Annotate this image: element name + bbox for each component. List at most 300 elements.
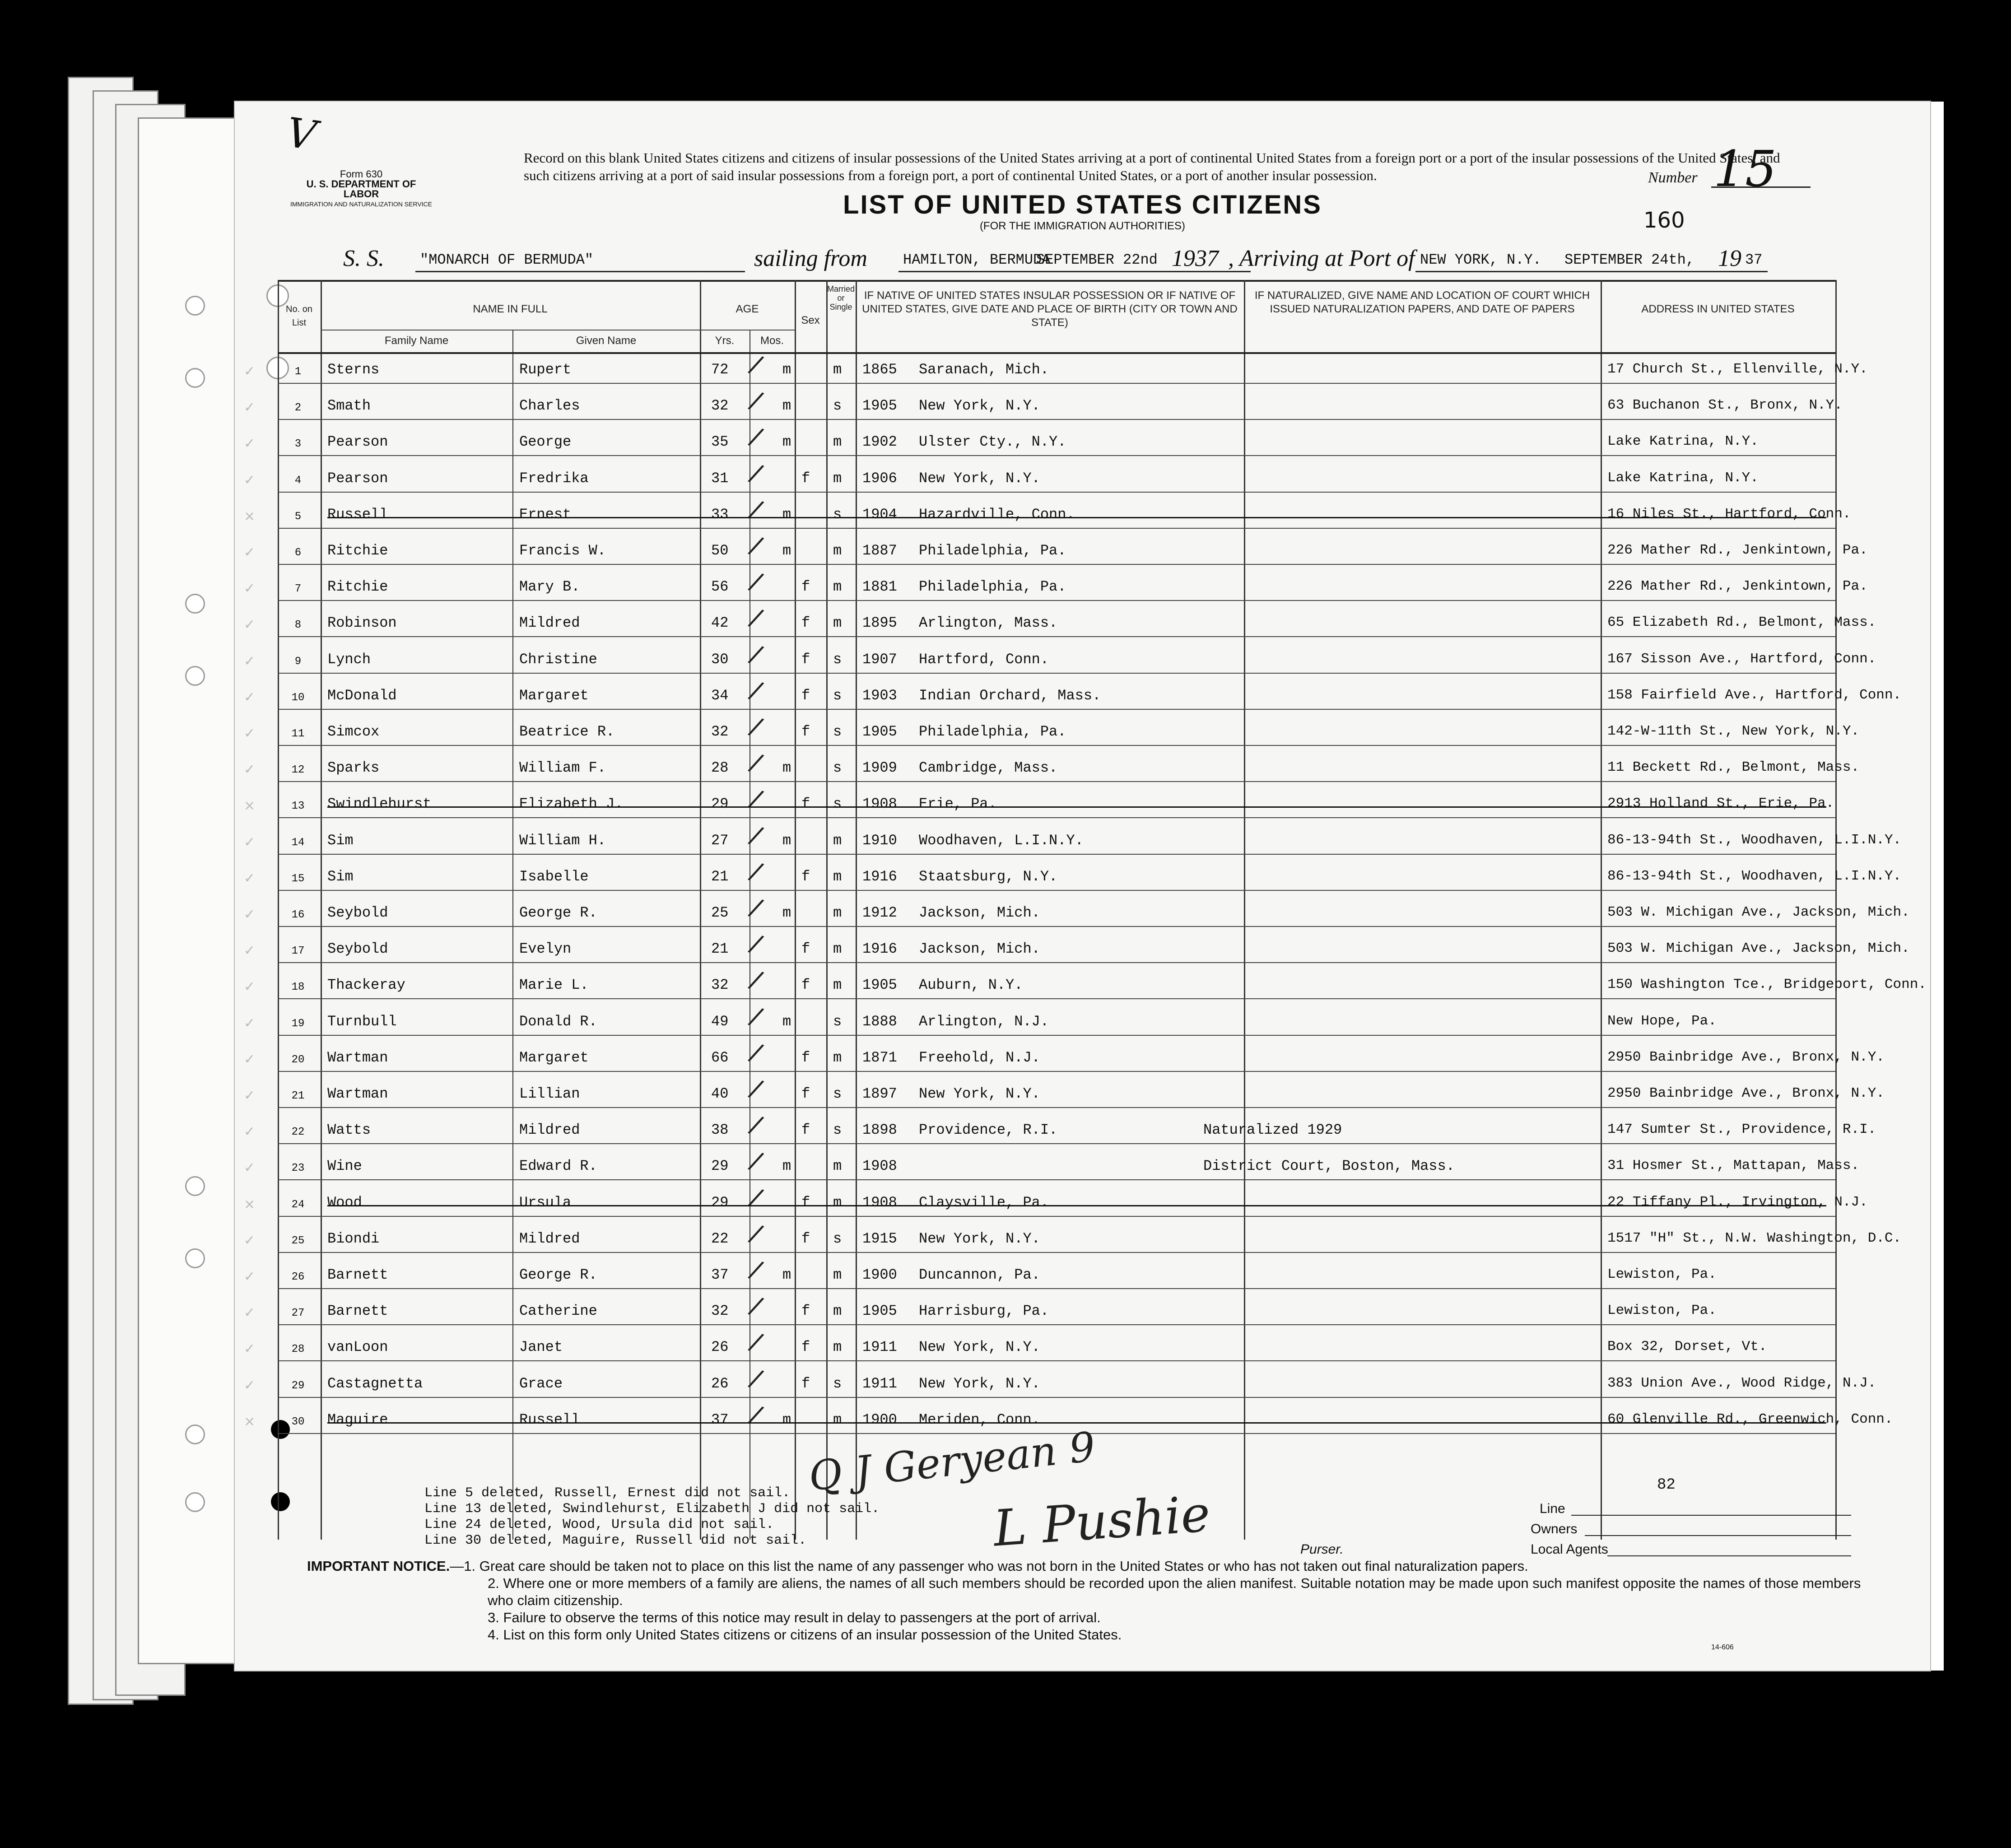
family-name: Castagnetta xyxy=(327,1375,423,1392)
given-name: Ursula xyxy=(519,1194,572,1211)
birth-year: 1902 xyxy=(862,433,897,451)
family-name: Wine xyxy=(327,1158,362,1175)
birth-place: Ulster Cty., N.Y. xyxy=(919,433,1066,451)
col-divider xyxy=(856,280,857,1540)
family-name: Pearson xyxy=(327,433,388,451)
check-mark-icon: / xyxy=(746,893,766,923)
birth-place: Freehold, N.J. xyxy=(919,1049,1040,1066)
marital-status: s xyxy=(833,1375,842,1392)
row-number: 30 xyxy=(291,1415,305,1428)
family-name: Thackeray xyxy=(327,977,405,994)
family-name: vanLoon xyxy=(327,1339,388,1356)
us-address: 503 W. Michigan Ave., Jackson, Mich. xyxy=(1607,904,1910,920)
sex: f xyxy=(801,1339,810,1356)
form-number: Form 630 xyxy=(340,168,383,180)
row-number: 26 xyxy=(291,1271,305,1283)
us-address: 167 Sisson Ave., Hartford, Conn. xyxy=(1607,651,1876,667)
row-rule xyxy=(278,1179,1835,1180)
department-name: U. S. DEPARTMENT OF LABOR xyxy=(306,178,416,200)
given-name: Marie L. xyxy=(519,977,589,994)
birth-year: 1908 xyxy=(862,1158,897,1175)
line-label: Line xyxy=(1540,1501,1565,1516)
birth-place: Arlington, Mass. xyxy=(919,614,1058,632)
margin-tick-icon: ✓ xyxy=(244,689,256,705)
arrival-year-prefix: 19 xyxy=(1718,246,1741,271)
check-mark-icon: / xyxy=(746,1399,766,1430)
sex: f xyxy=(801,1230,810,1247)
sex: f xyxy=(801,1049,810,1066)
sex: f xyxy=(801,1303,810,1320)
ss-label: S. S. xyxy=(343,246,384,271)
us-address: 17 Church St., Ellenville, N.Y. xyxy=(1607,361,1868,377)
row-number: 19 xyxy=(291,1017,305,1030)
page-subtitle: (FOR THE IMMIGRATION AUTHORITIES) xyxy=(979,220,1186,232)
birth-year: 1916 xyxy=(862,868,897,885)
check-mark-icon: / xyxy=(746,1182,766,1213)
row-number: 11 xyxy=(291,728,305,740)
given-name: Ernest xyxy=(519,506,572,523)
age-years: 32 xyxy=(711,723,729,740)
family-name: Biondi xyxy=(327,1230,380,1247)
agents-underline xyxy=(1607,1555,1851,1556)
birth-place: Jackson, Mich. xyxy=(919,940,1040,958)
us-address: 11 Beckett Rd., Belmont, Mass. xyxy=(1607,759,1860,776)
marital-status: m xyxy=(833,433,842,451)
age-years: 40 xyxy=(711,1085,729,1102)
row-number: 21 xyxy=(291,1090,305,1102)
margin-tick-icon: ✓ xyxy=(244,472,256,488)
marital-status: s xyxy=(833,723,842,740)
birth-year: 1905 xyxy=(862,723,897,740)
row-number: 2 xyxy=(294,402,302,414)
birth-year: 1911 xyxy=(862,1339,897,1356)
us-address: 2950 Bainbridge Ave., Bronx, N.Y. xyxy=(1607,1049,1885,1065)
family-name: Sim xyxy=(327,832,354,849)
margin-tick-icon: × xyxy=(244,1413,256,1429)
check-mark-icon: / xyxy=(746,1327,766,1358)
family-name: Wood xyxy=(327,1194,362,1211)
margin-tick-icon: ✓ xyxy=(244,400,256,416)
age-years: 42 xyxy=(711,614,729,632)
birth-year: 1895 xyxy=(862,614,897,632)
birth-place: Meriden, Conn. xyxy=(919,1411,1040,1428)
given-name: Margaret xyxy=(519,687,589,704)
header-birth: IF NATIVE OF UNITED STATES INSULAR POSSESSION OR IF NATIVE OF UNITED STATES, GIVE DATE AND PLACE OF BIRTH (CITY OR TOWN AND STATE) xyxy=(862,289,1238,329)
family-name: Russell xyxy=(327,506,388,523)
marital-status: m xyxy=(833,1303,842,1320)
age-years: 32 xyxy=(711,397,729,414)
row-rule xyxy=(278,600,1835,601)
row-rule xyxy=(278,492,1835,493)
notice-3: 3. Failure to observe the terms of this notice may result in delay to passengers at the port of arrival. xyxy=(488,1610,1101,1625)
age-years: 29 xyxy=(711,1194,729,1211)
age-years: 25 xyxy=(711,904,729,921)
birth-place: Cambridge, Mass. xyxy=(919,759,1058,777)
check-mark-icon: / xyxy=(746,675,766,706)
birth-place: Saranach, Mich. xyxy=(919,361,1049,378)
birth-year: 1905 xyxy=(862,977,897,994)
margin-tick-icon: ✓ xyxy=(244,1341,256,1357)
check-mark-icon: / xyxy=(746,1363,766,1394)
row-rule xyxy=(278,1216,1835,1217)
us-address: 2950 Bainbridge Ave., Bronx, N.Y. xyxy=(1607,1085,1885,1101)
family-name: Swindlehurst xyxy=(327,796,432,813)
margin-tick-icon: ✓ xyxy=(244,1124,256,1140)
marital-status: s xyxy=(833,759,842,777)
age-years: 38 xyxy=(711,1122,729,1139)
ship-name: "MONARCH OF BERMUDA" xyxy=(420,251,594,268)
sex: m xyxy=(782,904,791,921)
row-rule xyxy=(278,926,1835,927)
margin-tick-icon: ✓ xyxy=(244,1015,256,1031)
birth-place: New York, N.Y. xyxy=(919,470,1040,487)
birth-year: 1908 xyxy=(862,1194,897,1211)
given-name: Grace xyxy=(519,1375,563,1392)
row-number: 5 xyxy=(294,510,302,523)
us-address: 503 W. Michigan Ave., Jackson, Mich. xyxy=(1607,940,1910,957)
row-rule xyxy=(278,1252,1835,1253)
margin-tick-icon: × xyxy=(244,1196,256,1212)
col-divider xyxy=(826,280,828,1540)
birth-year: 1898 xyxy=(862,1122,897,1139)
sex: m xyxy=(782,1266,791,1283)
notice-1 xyxy=(307,1558,1883,1575)
age-years: 31 xyxy=(711,470,729,487)
age-years: 49 xyxy=(711,1013,729,1030)
birth-place: New York, N.Y. xyxy=(919,1339,1040,1356)
purser-label: Purser. xyxy=(1300,1542,1344,1557)
margin-tick-icon: ✓ xyxy=(244,1232,256,1248)
age-years: 30 xyxy=(711,651,729,668)
row-number: 25 xyxy=(291,1234,305,1247)
marital-status: m xyxy=(833,1158,842,1175)
notice-4: 4. List on this form only United States citizens or citizens of an insular possession of the United States. xyxy=(488,1627,1122,1643)
family-name: Sim xyxy=(327,868,354,885)
margin-tick-icon: ✓ xyxy=(244,1305,256,1321)
col-divider xyxy=(795,280,796,1540)
margin-tick-icon: ✓ xyxy=(244,943,256,959)
birth-year: 1900 xyxy=(862,1266,897,1283)
col-divider xyxy=(321,280,322,1540)
birth-year: 1916 xyxy=(862,940,897,958)
birth-place: New York, N.Y. xyxy=(919,1375,1040,1392)
header-sex: Sex xyxy=(801,314,820,326)
row-rule xyxy=(278,1288,1835,1289)
row-rule xyxy=(278,854,1835,855)
us-address: New Hope, Pa. xyxy=(1607,1013,1717,1029)
binder-hole xyxy=(185,594,205,614)
row-number: 8 xyxy=(294,619,302,632)
margin-tick-icon: ✓ xyxy=(244,979,256,995)
birth-year: 1904 xyxy=(862,506,897,523)
sex: f xyxy=(801,723,810,740)
age-years: 29 xyxy=(711,796,729,813)
birth-year: 1900 xyxy=(862,1411,897,1428)
marital-status: s xyxy=(833,397,842,414)
sex: m xyxy=(782,1013,791,1030)
check-mark-icon: / xyxy=(746,1001,766,1032)
family-name: Wartman xyxy=(327,1085,388,1102)
purser-signature: L Pushie xyxy=(992,1485,1212,1558)
given-name: Margaret xyxy=(519,1049,589,1066)
check-mark-icon: / xyxy=(746,820,766,851)
sex: m xyxy=(782,506,791,523)
marital-status: m xyxy=(833,542,842,559)
family-name: Simcox xyxy=(327,723,380,740)
given-name: Elizabeth J. xyxy=(519,796,624,813)
row-number: 24 xyxy=(291,1198,305,1211)
margin-tick-icon: ✓ xyxy=(244,1088,256,1103)
row-number: 17 xyxy=(291,945,305,958)
given-name: Mildred xyxy=(519,614,580,632)
row-number: 27 xyxy=(291,1307,305,1320)
number-label: Number xyxy=(1648,169,1698,186)
strike-through-line xyxy=(327,1205,1826,1206)
birth-place: Jackson, Mich. xyxy=(919,904,1040,921)
marital-status: s xyxy=(833,506,842,523)
marital-status: m xyxy=(833,361,842,378)
service-name: IMMIGRATION AND NATURALIZATION SERVICE xyxy=(290,200,432,208)
birth-place: Providence, R.I. xyxy=(919,1122,1058,1139)
birth-year: 1908 xyxy=(862,796,897,813)
margin-tick-icon: ✓ xyxy=(244,762,256,778)
family-name: Barnett xyxy=(327,1266,388,1283)
birth-place: Arlington, N.J. xyxy=(919,1013,1049,1030)
row-rule xyxy=(278,673,1835,674)
owners-underline xyxy=(1585,1535,1851,1536)
given-name: William H. xyxy=(519,832,606,849)
marital-status: s xyxy=(833,1085,842,1102)
family-name: Maguire xyxy=(327,1411,388,1428)
row-number: 28 xyxy=(291,1343,305,1356)
passenger-table xyxy=(244,280,1927,1540)
row-rule xyxy=(278,383,1835,384)
margin-tick-icon: ✓ xyxy=(244,653,256,669)
age-years: 26 xyxy=(711,1375,729,1392)
family-name: Smath xyxy=(327,397,371,414)
birth-year: 1897 xyxy=(862,1085,897,1102)
birth-year: 1907 xyxy=(862,651,897,668)
birth-place: New York, N.Y. xyxy=(919,397,1040,414)
us-address: 22 Tiffany Pl., Irvington, N.J. xyxy=(1607,1194,1868,1210)
binder-hole xyxy=(185,368,205,388)
margin-tick-icon: ✓ xyxy=(244,870,256,886)
check-mark-icon: / xyxy=(746,1218,766,1249)
row-rule xyxy=(278,745,1835,746)
check-mark-icon: / xyxy=(746,531,766,561)
marital-status: s xyxy=(833,1230,842,1247)
check-mark-icon: / xyxy=(746,784,766,815)
sex: m xyxy=(782,433,791,451)
given-name: George R. xyxy=(519,904,597,921)
us-address: 86-13-94th St., Woodhaven, L.I.N.Y. xyxy=(1607,832,1902,848)
binder-hole xyxy=(185,666,205,686)
marital-status: m xyxy=(833,977,842,994)
given-name: Mildred xyxy=(519,1122,580,1139)
row-number: 15 xyxy=(291,872,305,885)
given-name: Isabelle xyxy=(519,868,589,885)
given-name: William F. xyxy=(519,759,606,777)
binder-hole xyxy=(185,1248,205,1268)
us-address: 150 Washington Tce., Bridgeport, Conn. xyxy=(1607,977,1927,993)
birth-year: 1865 xyxy=(862,361,897,378)
birth-place: Philadelphia, Pa. xyxy=(919,723,1066,740)
given-name: Charles xyxy=(519,397,580,414)
check-mark-icon: / xyxy=(746,1110,766,1140)
us-address: Box 32, Dorset, Vt. xyxy=(1607,1339,1767,1355)
row-number: 20 xyxy=(291,1053,305,1066)
row-rule xyxy=(278,998,1835,999)
marital-status: s xyxy=(833,687,842,704)
age-years: 28 xyxy=(711,759,729,777)
sex: f xyxy=(801,1375,810,1392)
important-label: IMPORTANT NOTICE. xyxy=(307,1558,450,1574)
given-name: Rupert xyxy=(519,361,572,378)
col-divider xyxy=(1601,280,1602,1540)
row-number: 29 xyxy=(291,1379,305,1392)
sailing-date: SEPTEMBER 22nd xyxy=(1036,251,1158,268)
family-name: Pearson xyxy=(327,470,388,487)
age-years: 56 xyxy=(711,578,729,596)
margin-tick-icon: ✓ xyxy=(244,1051,256,1067)
family-name: Ritchie xyxy=(327,542,388,559)
sex: m xyxy=(782,542,791,559)
age-years: 21 xyxy=(711,868,729,885)
check-mark-icon: / xyxy=(746,856,766,887)
family-name: Ritchie xyxy=(327,578,388,596)
us-address: Lake Katrina, N.Y. xyxy=(1607,433,1759,450)
given-name: George R. xyxy=(519,1266,597,1283)
sailing-from-port: HAMILTON, BERMUDA xyxy=(903,251,1051,268)
number-underline xyxy=(1711,186,1811,188)
row-number: 3 xyxy=(294,438,302,451)
us-address: Lewiston, Pa. xyxy=(1607,1266,1717,1282)
margin-tick-icon: ✓ xyxy=(244,1269,256,1285)
marital-status: s xyxy=(833,1013,842,1030)
row-rule xyxy=(278,1324,1835,1325)
owners-label: Owners xyxy=(1531,1522,1578,1536)
marital-status: m xyxy=(833,1049,842,1066)
birth-place: Hazardville, Conn. xyxy=(919,506,1075,523)
margin-tick-icon: ✓ xyxy=(244,1377,256,1393)
us-address: Lewiston, Pa. xyxy=(1607,1303,1717,1319)
stamp-number: 82 xyxy=(1657,1476,1676,1494)
given-name: Donald R. xyxy=(519,1013,597,1030)
margin-tick-icon: ✓ xyxy=(244,581,256,597)
us-address: 16 Niles St., Hartford, Conn. xyxy=(1607,506,1851,522)
sex: m xyxy=(782,1411,791,1428)
handwritten-signature: Q J Geryean 9 xyxy=(806,1423,1098,1500)
row-rule xyxy=(278,455,1835,456)
header-mos: Mos. xyxy=(760,335,784,347)
birth-place: Erie, Pa. xyxy=(919,796,997,813)
margin-tick-icon: ✓ xyxy=(244,363,256,379)
birth-year: 1906 xyxy=(862,470,897,487)
marital-status: m xyxy=(833,1339,842,1356)
sex: m xyxy=(782,397,791,414)
row-rule xyxy=(278,1360,1835,1361)
header-naturalized: IF NATURALIZED, GIVE NAME AND LOCATION OF COURT WHICH ISSUED NATURALIZATION PAPERS, AND DATE OF PAPERS xyxy=(1254,289,1590,315)
family-name: Sparks xyxy=(327,759,380,777)
important-notice xyxy=(307,1558,1883,1643)
col-divider xyxy=(700,280,701,1540)
margin-tick-icon: ✓ xyxy=(244,834,256,850)
check-mark-icon: / xyxy=(746,386,766,416)
row-number: 12 xyxy=(291,764,305,777)
us-address: 142-W-11th St., New York, N.Y. xyxy=(1607,723,1860,739)
margin-tick-icon: × xyxy=(244,798,256,814)
us-address: Lake Katrina, N.Y. xyxy=(1607,470,1759,486)
birth-year: 1911 xyxy=(862,1375,897,1392)
deletion-note: Line 30 deleted, Maguire, Russell did not sail. xyxy=(424,1533,807,1548)
record-instructions: Record on this blank United States citizens and citizens of insular possessions of the United States arriving at a port of continental United States from a foreign port or a port of the insular possessions of the United States, and such citizens arriving at a port of said insular possessions from a foreign port, a port of continental United States, or a port of another insular possession. xyxy=(524,150,1780,183)
sailing-year: 1937 xyxy=(1172,246,1219,271)
age-years: 22 xyxy=(711,1230,729,1247)
margin-tick-icon: ✓ xyxy=(244,1160,256,1176)
sex: f xyxy=(801,578,810,596)
arrival-year: 37 xyxy=(1745,251,1763,268)
marital-status: m xyxy=(833,578,842,596)
birth-place: Harrisburg, Pa. xyxy=(919,1303,1049,1320)
naturalization: District Court, Boston, Mass. xyxy=(1203,1158,1455,1175)
arriving-label: , Arriving at Port of xyxy=(1228,246,1415,271)
row-number: 18 xyxy=(291,981,305,994)
age-years: 27 xyxy=(711,832,729,849)
given-name: Mildred xyxy=(519,1230,580,1247)
row-rule xyxy=(278,1397,1835,1398)
us-address: 383 Union Ave., Wood Ridge, N.J. xyxy=(1607,1375,1876,1391)
us-address: 2913 Holland St., Erie, Pa. xyxy=(1607,796,1834,812)
naturalization: Naturalized 1929 xyxy=(1203,1122,1342,1139)
arrival-underline xyxy=(1415,271,1768,272)
margin-tick-icon: ✓ xyxy=(244,907,256,922)
row-rule xyxy=(278,1143,1835,1144)
us-address: 86-13-94th St., Woodhaven, L.I.N.Y. xyxy=(1607,868,1902,884)
marital-status: m xyxy=(833,868,842,885)
birth-place: Philadelphia, Pa. xyxy=(919,578,1066,596)
birth-year: 1915 xyxy=(862,1230,897,1247)
age-years: 66 xyxy=(711,1049,729,1066)
handwritten-mark: V xyxy=(284,108,319,160)
row-number: 13 xyxy=(291,800,305,813)
header-age: AGE xyxy=(736,303,759,315)
col-divider xyxy=(512,330,513,1540)
header-family-name: Family Name xyxy=(384,335,449,347)
ship-underline xyxy=(415,271,745,272)
age-years: 33 xyxy=(711,506,729,523)
col-divider xyxy=(1244,280,1245,1540)
row-rule xyxy=(278,419,1835,420)
birth-place: Auburn, N.Y. xyxy=(919,977,1023,994)
birth-year: 1887 xyxy=(862,542,897,559)
sex: f xyxy=(801,1194,810,1211)
family-name: Robinson xyxy=(327,614,397,632)
sailing-from-label: sailing from xyxy=(754,246,867,271)
family-name: Turnbull xyxy=(327,1013,397,1030)
sex: f xyxy=(801,796,810,813)
age-years: 37 xyxy=(711,1411,729,1428)
given-name: Catherine xyxy=(519,1303,597,1320)
given-name: Evelyn xyxy=(519,940,572,958)
margin-tick-icon: ✓ xyxy=(244,545,256,560)
notice-1-text: —1. Great care should be taken not to place on this list the name of any passenger who was not born in the United States or who has not taken out final naturalization papers. xyxy=(450,1558,1528,1574)
birth-place: Claysville, Pa. xyxy=(919,1194,1049,1211)
check-mark-icon: / xyxy=(746,1255,766,1285)
age-years: 32 xyxy=(711,977,729,994)
agents-label: Local Agents xyxy=(1531,1542,1608,1557)
row-number: 1 xyxy=(294,366,302,378)
deletion-note: Line 24 deleted, Wood, Ursula did not sail. xyxy=(424,1517,774,1532)
